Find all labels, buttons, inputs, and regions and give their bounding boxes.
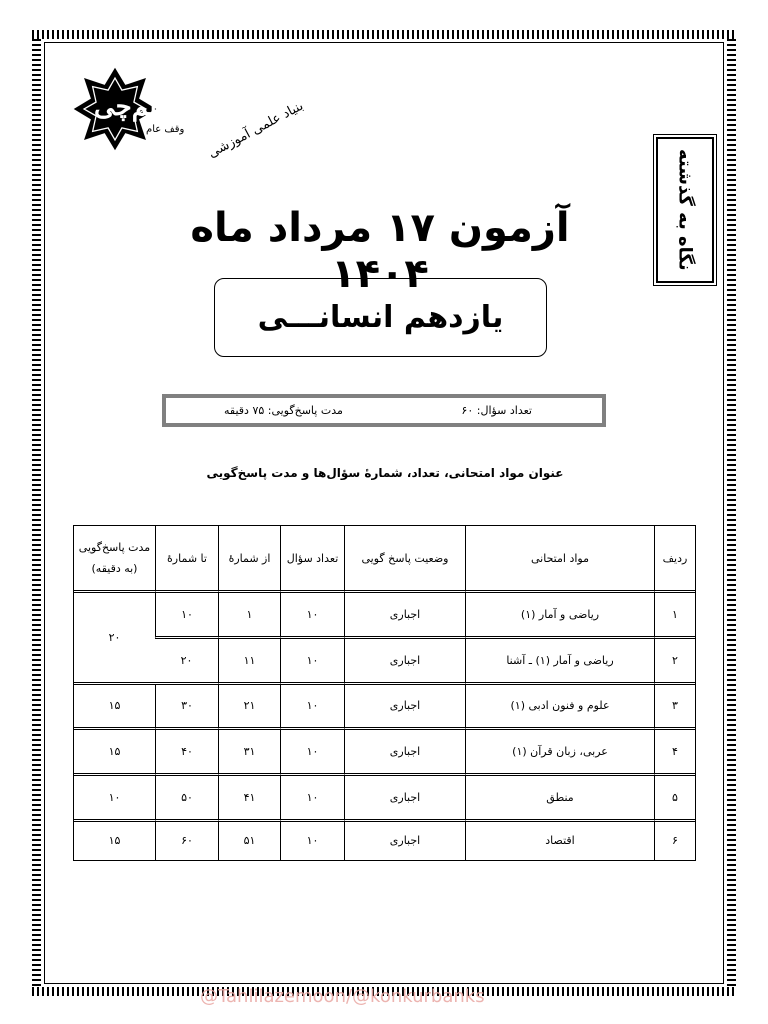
table-heading: عنوان مواد امتحانی، تعداد، شمارهٔ سؤال‌ها و مدت پاسخ‌گویی — [206, 466, 564, 480]
cell-row-number: ۵ — [654, 776, 695, 822]
cell-subject: اقتصاد — [465, 822, 654, 860]
cell-status: اجباری — [344, 730, 465, 776]
cell-subject: منطق — [465, 776, 654, 822]
header-subject: مواد امتحانی — [465, 526, 654, 593]
cell-to-number: ۶۰ — [155, 822, 218, 860]
cell-subject: ریاضی و آمار (۱) — [465, 593, 654, 639]
header-duration-line2: (به دقیقه) — [91, 562, 138, 575]
cell-row-number: ۶ — [654, 822, 695, 860]
exam-info-box — [162, 394, 606, 427]
cell-status: اجباری — [344, 685, 465, 731]
cell-from-number: ۳۱ — [218, 730, 280, 776]
cell-duration: ۱۵ — [74, 730, 155, 776]
cell-row-number: ۲ — [654, 639, 695, 685]
header-question-count: تعداد سؤال — [280, 526, 344, 593]
header-from-number: از شمارهٔ — [218, 526, 280, 593]
cell-subject: علوم و فنون ادبی (۱) — [465, 685, 654, 731]
cell-from-number: ۲۱ — [218, 685, 280, 731]
cell-duration: ۲۰ — [74, 593, 155, 685]
cell-to-number: ۴۰ — [155, 730, 218, 776]
cell-status: اجباری — [344, 639, 465, 685]
logo-subtitle: بنیاد علمی آموزشی — [206, 98, 306, 162]
cell-subject: عربی، زبان قرآن (۱) — [465, 730, 654, 776]
cell-duration: ۱۰ — [74, 776, 155, 822]
publisher-logo — [66, 62, 306, 172]
header-duration-line1: مدت پاسخ‌گویی — [78, 541, 151, 554]
table-row — [74, 776, 695, 822]
cell-subject: ریاضی و آمار (۱) ـ آشنا — [465, 639, 654, 685]
cell-status: اجباری — [344, 593, 465, 639]
cell-question-count: ۱۰ — [280, 593, 344, 639]
cell-from-number: ۱۱ — [218, 639, 280, 685]
watermark: @Tahlilazemoon/@konkurbanks — [200, 986, 485, 1007]
exam-table — [73, 525, 696, 861]
header-to-number: تا شمارهٔ — [155, 526, 218, 593]
subject-box — [214, 278, 547, 357]
cell-row-number: ۳ — [654, 685, 695, 731]
logo-wordmark: قلم‌چی — [94, 92, 171, 122]
subject-label: یازدهم انسانـــی — [257, 300, 504, 335]
table-row — [74, 639, 695, 685]
cell-duration: ۱۵ — [74, 822, 155, 860]
cell-status: اجباری — [344, 776, 465, 822]
cell-question-count: ۱۰ — [280, 822, 344, 860]
cell-row-number: ۱ — [654, 593, 695, 639]
cell-to-number: ۳۰ — [155, 685, 218, 731]
cell-to-number: ۵۰ — [155, 776, 218, 822]
header-status: وضعیت پاسخ گویی — [344, 526, 465, 593]
header-duration — [74, 526, 155, 593]
table-row — [74, 685, 695, 731]
exam-title: آزمون ۱۷ مرداد ماه ۱۴۰۴ — [190, 205, 570, 297]
cell-status: اجباری — [344, 822, 465, 860]
side-label: نگاه به گذشته — [674, 149, 696, 271]
question-count: تعداد سؤال: ۶۰ — [461, 404, 532, 417]
cell-from-number: ۱ — [218, 593, 280, 639]
cell-from-number: ۴۱ — [218, 776, 280, 822]
cell-from-number: ۵۱ — [218, 822, 280, 860]
cell-to-number: ۲۰ — [155, 639, 218, 685]
table-row — [74, 730, 695, 776]
side-label-box — [656, 137, 714, 283]
cell-duration: ۱۵ — [74, 685, 155, 731]
table-row — [74, 822, 695, 860]
logo-tagline: وقف عام — [146, 124, 185, 135]
cell-question-count: ۱۰ — [280, 776, 344, 822]
cell-question-count: ۱۰ — [280, 685, 344, 731]
exam-duration: مدت پاسخ‌گویی: ۷۵ دقیقه — [224, 404, 343, 417]
header-row-number: ردیف — [654, 526, 695, 593]
cell-to-number: ۱۰ — [155, 593, 218, 639]
table-header-row — [74, 526, 695, 593]
cell-question-count: ۱۰ — [280, 639, 344, 685]
cell-question-count: ۱۰ — [280, 730, 344, 776]
cell-row-number: ۴ — [654, 730, 695, 776]
table-row — [74, 593, 695, 639]
